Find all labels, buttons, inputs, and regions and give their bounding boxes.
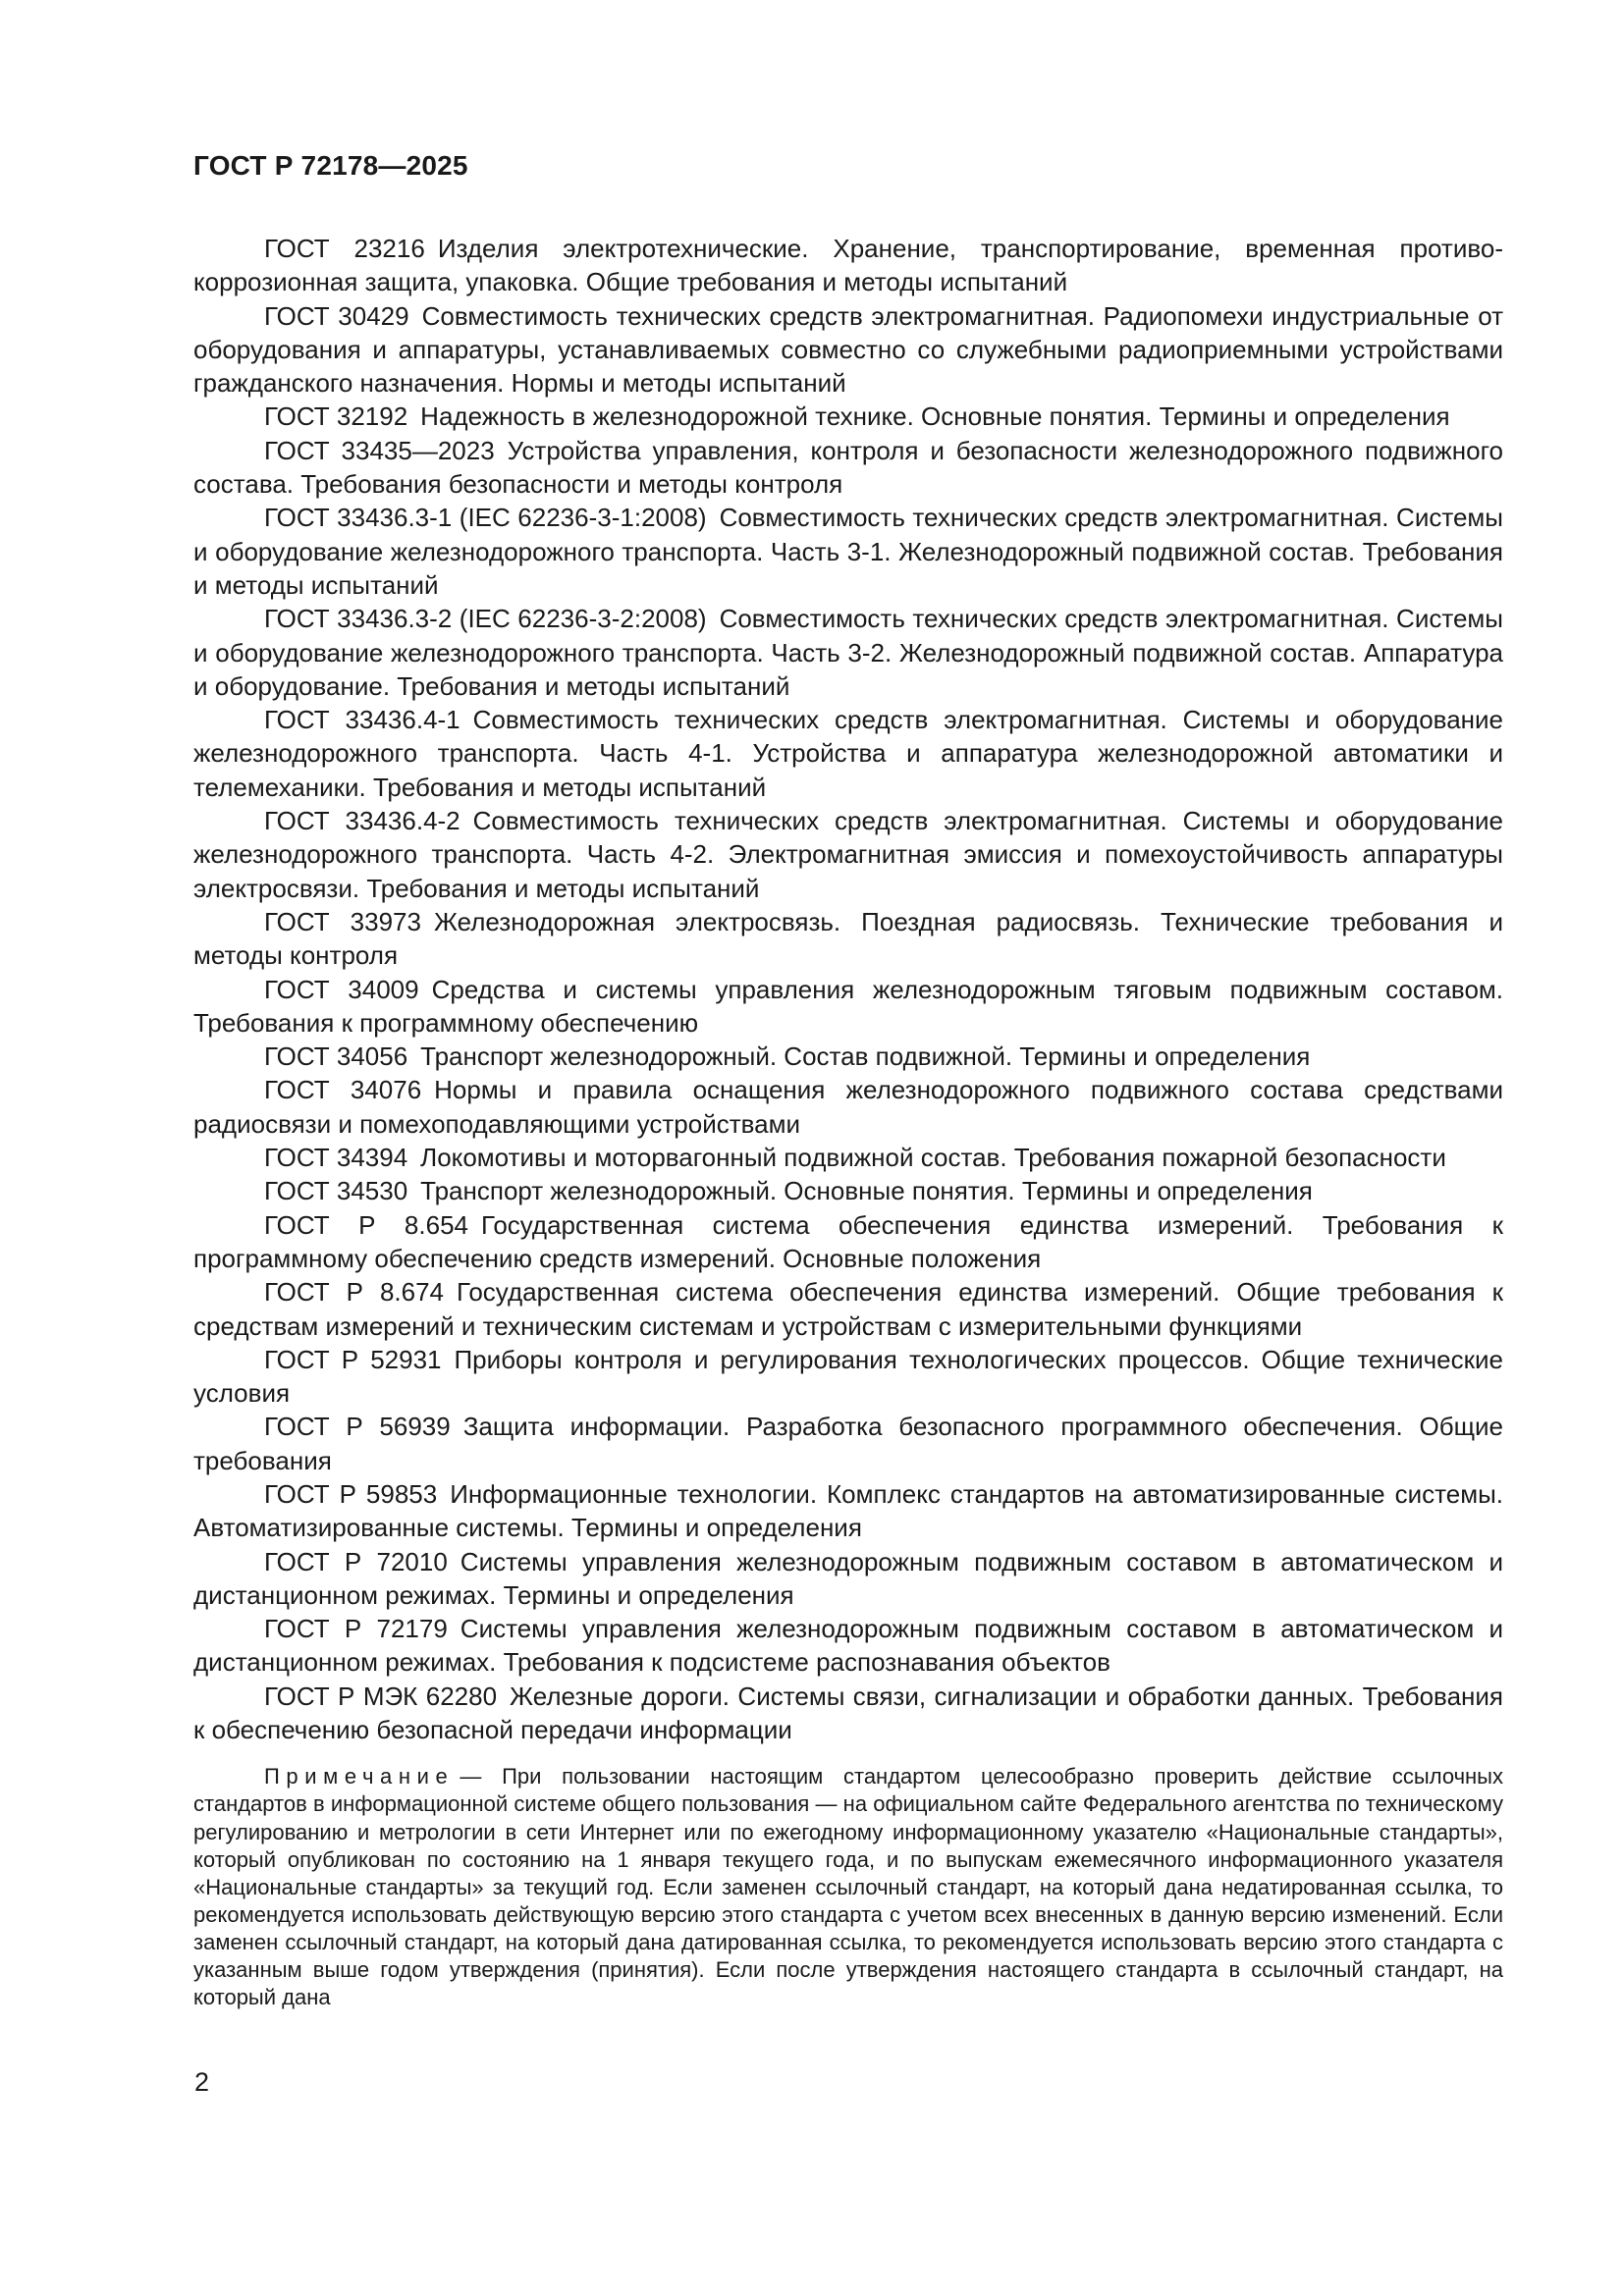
reference-item: ГОСТ Р 8.674 Государственная система обеспечения единства измерений. Общие требования к средствам измерений и техническим системам и устройствам с измерительными функциями [193,1277,1503,1341]
reference-item: ГОСТ 23216 Изделия электротехнические. Хранение, транспортирование, временная противокоррозионная защита, упаковка. Общие требования и методы испытаний [193,234,1503,297]
reference-item: ГОСТ 33436.3-1 (IEC 62236-3-1:2008) Совместимость технических средств электромагнитная. Системы и оборудование железнодорожного транспорта. Часть 3-1. Железнодорожный подвижной состав. Требования и методы испытаний [193,503,1503,600]
note-text: — При пользовании настоящим стандартом целесообразно проверить действие ссылочных стандартов в информационной системе общего пользования — на официальном сайте Федерального агентства по техническому регулированию и метрологии в сети Интернет или по ежегодному информационному указателю «Национальные стандарты», который опубликован по состоянию на 1 января текущего года, и по выпускам ежемесячного информационного указателя «Национальные стандарты» за текущий год. Если заменен ссылочный стандарт, на который дана недатированная ссылка, то рекомендуется использовать действующую версию этого стандарта с учетом всех внесенных в данную версию изменений. Если заменен ссылочный стандарт, на который дана датированная ссылка, то рекомендуется использовать версию этого стандарта с указанным выше годом утверждения (принятия). Если после утверждения настоящего стандарта в ссылочный стандарт, на который дана [193,1764,1503,2010]
reference-item: ГОСТ Р МЭК 62280 Железные дороги. Системы связи, сигнализации и обработки данных. Требования к обеспечению безопасной передачи информации [193,1681,1503,1745]
note-label: Примечание [264,1764,455,1789]
note-paragraph [193,1763,1503,2011]
reference-item: ГОСТ 32192 Надежность в железнодорожной технике. Основные понятия. Термины и определения [264,401,1450,432]
reference-item: ГОСТ 34394 Локомотивы и моторвагонный подвижной состав. Требования пожарной безопасности [264,1143,1446,1173]
reference-item: ГОСТ 34056 Транспорт железнодорожный. Состав подвижной. Термины и определения [264,1041,1311,1072]
reference-item: ГОСТ 33973 Железнодорожная электросвязь. Поездная радиосвязь. Технические требования и методы контроля [193,906,1503,971]
reference-item: ГОСТ Р 72179 Системы управления железнодорожным подвижным составом в автоматическом и дистанционном режимах. Требования к подсистеме распознавания объектов [193,1614,1503,1678]
page-header-designation: ГОСТ Р 72178—2025 [193,150,468,181]
page-number: 2 [194,2067,210,2097]
references-section [193,232,1503,2011]
reference-item: ГОСТ 34076 Нормы и правила оснащения железнодорожного подвижного состава средствами радиосвязи и помехоподавляющими устройствами [193,1075,1503,1139]
reference-item: ГОСТ 33435—2023 Устройства управления, контроля и безопасности железнодорожного подвижного состава. Требования безопасности и методы контроля [193,435,1503,500]
reference-item: ГОСТ 34009 Средства и системы управления железнодорожным тяговым подвижным составом. Требования к программному обеспечению [193,974,1503,1038]
reference-item: ГОСТ 33436.3-2 (IEC 62236-3-2:2008) Совместимость технических средств электромагнитная. Системы и оборудование железнодорожного транспорта. Часть 3-2. Железнодорожный подвижной состав. Аппаратура и оборудование. Требования и методы испытаний [193,604,1503,701]
reference-item: ГОСТ Р 8.654 Государственная система обеспечения единства измерений. Требования к программному обеспечению средств измерений. Основные положения [193,1209,1503,1273]
reference-item: ГОСТ 33436.4-1 Совместимость технических средств электромагнитная. Системы и оборудование железнодорожного транспорта. Часть 4-1. Устройства и аппаратура железнодорожной автоматики и телемеханики. Требования и методы испытаний [193,705,1503,802]
reference-item: ГОСТ 33436.4-2 Совместимость технических средств электромагнитная. Системы и оборудование железнодорожного транспорта. Часть 4-2. Электромагнитная эмиссия и помехоустойчивость аппаратуры электросвязи. Требования и методы испытаний [193,806,1503,903]
reference-item: ГОСТ Р 52931 Приборы контроля и регулирования технологических процессов. Общие технические условия [193,1344,1503,1409]
reference-item: ГОСТ Р 59853 Информационные технологии. Комплекс стандартов на автоматизированные системы. Автоматизированные системы. Термины и определения [193,1478,1503,1543]
reference-item: ГОСТ 34530 Транспорт железнодорожный. Основные понятия. Термины и определения [264,1176,1313,1206]
reference-item: ГОСТ Р 56939 Защита информации. Разработка безопасного программного обеспечения. Общие требования [193,1412,1503,1475]
reference-item: ГОСТ 30429 Совместимость технических средств электромагнитная. Радиопомехи индустриальные от оборудования и аппаратуры, устанавливаемых совместно со служебными радиоприемными устройствами гражданского назначения. Нормы и методы испытаний [193,300,1503,399]
reference-item: ГОСТ Р 72010 Системы управления железнодорожным подвижным составом в автоматическом и дистанционном режимах. Термины и определения [193,1546,1503,1610]
